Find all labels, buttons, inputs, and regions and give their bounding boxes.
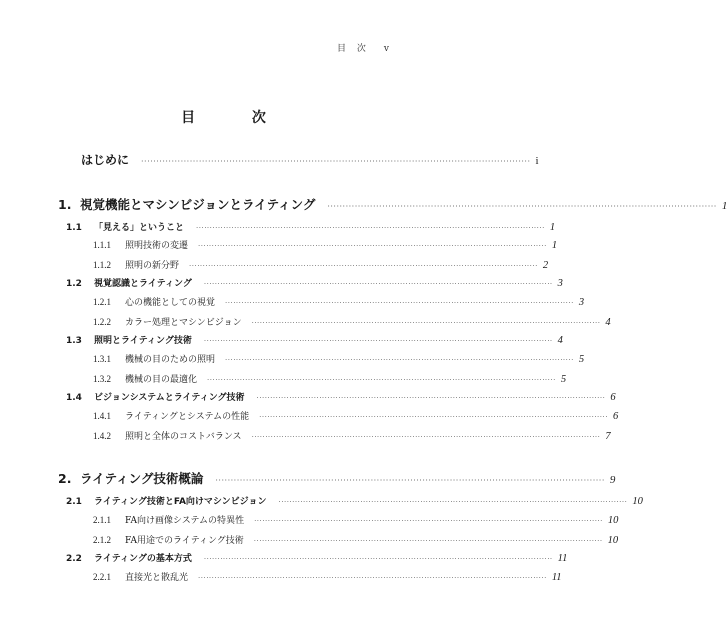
toc-entry-number: 2.2.1 (93, 572, 111, 582)
toc-entry-label: ライティング技術概論 (80, 471, 204, 486)
leader-dots: ································································································································ (198, 242, 547, 250)
leader-dots: ································································································································ (251, 319, 601, 327)
toc-entry-subsection-1-1-1[interactable] (93, 238, 558, 251)
toc-entry-subsection-1-4-1[interactable] (93, 409, 619, 422)
toc-entry-label: FA向け画像システムの特異性 (125, 516, 245, 526)
toc-entry-page: 3 (578, 297, 585, 308)
toc-entry-label: 視覚認識とライティング (94, 279, 192, 289)
toc-entry-page: 6 (612, 411, 619, 422)
toc-entry-label: カラー処理とマシンビジョン (125, 318, 242, 328)
leader-dots: ································································································································ (259, 413, 608, 421)
toc-entry-label: 照明と全体のコストバランス (125, 432, 242, 442)
leader-dots: ································································································································ (189, 262, 538, 270)
toc-entry-chapter-1[interactable] (58, 195, 727, 213)
toc-entry-label: はじめに (81, 153, 130, 167)
toc-entry-page: 3 (557, 278, 563, 289)
toc-title: 目 次 (181, 110, 292, 126)
leader-dots: ································································································································ (254, 517, 603, 525)
toc-entry-page: 7 (605, 431, 611, 442)
toc-entry-page: 1 (721, 200, 727, 212)
toc-entry-subsection-1-3-1[interactable] (93, 352, 585, 365)
toc-entry-page: 11 (557, 553, 568, 564)
leader-dots: ································································································································ (256, 394, 606, 402)
leader-dots: ································································································································ (327, 202, 717, 211)
toc-entry-page: 5 (578, 354, 585, 365)
toc-entry-number: 1.3 (66, 336, 82, 346)
toc-entry-page: 4 (605, 317, 611, 328)
toc-entry-number: 1.1.2 (93, 260, 111, 270)
toc-entry-label: 心の機能としての視覚 (125, 298, 216, 308)
toc-entry-subsection-1-4-2[interactable] (93, 429, 611, 442)
toc-entry-section-1-3[interactable] (66, 333, 563, 346)
leader-dots: ································································································································ (278, 498, 628, 506)
toc-entry-page: 1 (551, 240, 558, 251)
leader-dots: ································································································································ (203, 337, 553, 345)
toc-entry-number: 1.1.1 (93, 240, 111, 250)
toc-entry-chapter-2[interactable] (58, 469, 616, 487)
toc-entry-label: 照明とライティング技術 (94, 336, 192, 346)
toc-entry-section-1-4[interactable] (66, 390, 616, 403)
toc-entry-page: 5 (560, 374, 567, 385)
toc-entry-number: 2.1.2 (93, 535, 111, 545)
leader-dots: ································································································································ (225, 299, 574, 307)
leader-dots: ································································································································ (215, 476, 605, 485)
toc-entry-subsection-1-2-1[interactable] (93, 295, 585, 308)
toc-entry-label: ビジョンシステムとライティング技術 (94, 393, 245, 403)
toc-entry-number: 1.2.1 (93, 297, 111, 307)
toc-entry-number: 1.1 (66, 223, 82, 233)
toc-entry-page: 10 (632, 496, 643, 507)
toc-entry-label: ライティングの基本方式 (94, 554, 192, 564)
toc-entry-page: i (535, 155, 539, 167)
toc-entry-page: 10 (607, 515, 619, 526)
leader-dots: ································································································································ (203, 280, 553, 288)
toc-entry-label: 視覚機能とマシンビジョンとライティング (80, 197, 316, 212)
toc-entry-page: 11 (551, 572, 562, 583)
leader-dots: ································································································································ (207, 376, 556, 384)
toc-entry-label: 「見える」ということ (94, 223, 185, 233)
running-header-section: 目 次 (337, 44, 370, 54)
toc-entry-number: 1. (58, 197, 72, 212)
toc-entry-label: 直接光と散乱光 (125, 573, 189, 583)
toc-entry-number: 1.4.1 (93, 411, 111, 421)
toc-entry-number: 1.2 (66, 279, 82, 289)
toc-entry-number: 2.1.1 (93, 515, 111, 525)
toc-entry-number: 1.2.2 (93, 317, 111, 327)
toc-entry-subsection-2-1-1[interactable] (93, 513, 619, 526)
toc-entry-section-2-1[interactable] (66, 494, 643, 507)
toc-entry-subsection-1-3-2[interactable] (93, 372, 567, 385)
toc-entry-number: 1.4 (66, 393, 82, 403)
toc-entry-subsection-1-2-2[interactable] (93, 315, 611, 328)
toc-entry-section-1-1[interactable] (66, 220, 556, 233)
toc-entry-label: ライティング技術とFA向けマシンビジョン (94, 497, 267, 507)
toc-entry-label: 照明技術の変遷 (125, 241, 189, 251)
leader-dots: ································································································································ (253, 537, 603, 545)
toc-entry-subsection-2-1-2[interactable] (93, 533, 619, 546)
toc-entry-number: 1.3.2 (93, 374, 111, 384)
toc-entry-number: 2.1 (66, 497, 82, 507)
toc-entry-label: 照明の新分野 (125, 261, 180, 271)
toc-entry-label: FA用途でのライティング技術 (125, 536, 244, 546)
toc-entry-page: 4 (557, 335, 563, 346)
leader-dots: ································································································································ (141, 157, 531, 166)
toc-entry-subsection-1-1-2[interactable] (93, 258, 549, 271)
toc-entry-number: 1.4.2 (93, 431, 111, 441)
toc-entry-section-1-2[interactable] (66, 276, 563, 289)
leader-dots: ································································································································ (251, 433, 601, 441)
leader-dots: ································································································································ (203, 555, 553, 563)
toc-entry-number: 2. (58, 471, 72, 486)
leader-dots: ································································································································ (225, 356, 574, 364)
toc-entry-label: ライティングとシステムの性能 (125, 412, 250, 422)
toc-entry-page: 1 (549, 222, 556, 233)
toc-entry-label: 機械の目の最適化 (125, 375, 198, 385)
toc-entry-page: 10 (607, 535, 619, 546)
leader-dots: ································································································································ (196, 224, 545, 232)
toc-entry-page: 9 (609, 474, 616, 486)
toc-entry-page: 6 (610, 392, 616, 403)
toc-entry-subsection-2-2-1[interactable] (93, 570, 562, 583)
leader-dots: ································································································································ (198, 574, 547, 582)
toc-entry-number: 1.3.1 (93, 354, 111, 364)
toc-entry-section-2-2[interactable] (66, 551, 568, 564)
running-header (337, 41, 389, 54)
toc-entry-label: 機械の目のための照明 (125, 355, 216, 365)
running-header-page-number: v (383, 44, 389, 54)
toc-entry-number: 2.2 (66, 554, 82, 564)
toc-entry-intro[interactable] (81, 151, 539, 168)
toc-entry-page: 2 (542, 260, 549, 271)
